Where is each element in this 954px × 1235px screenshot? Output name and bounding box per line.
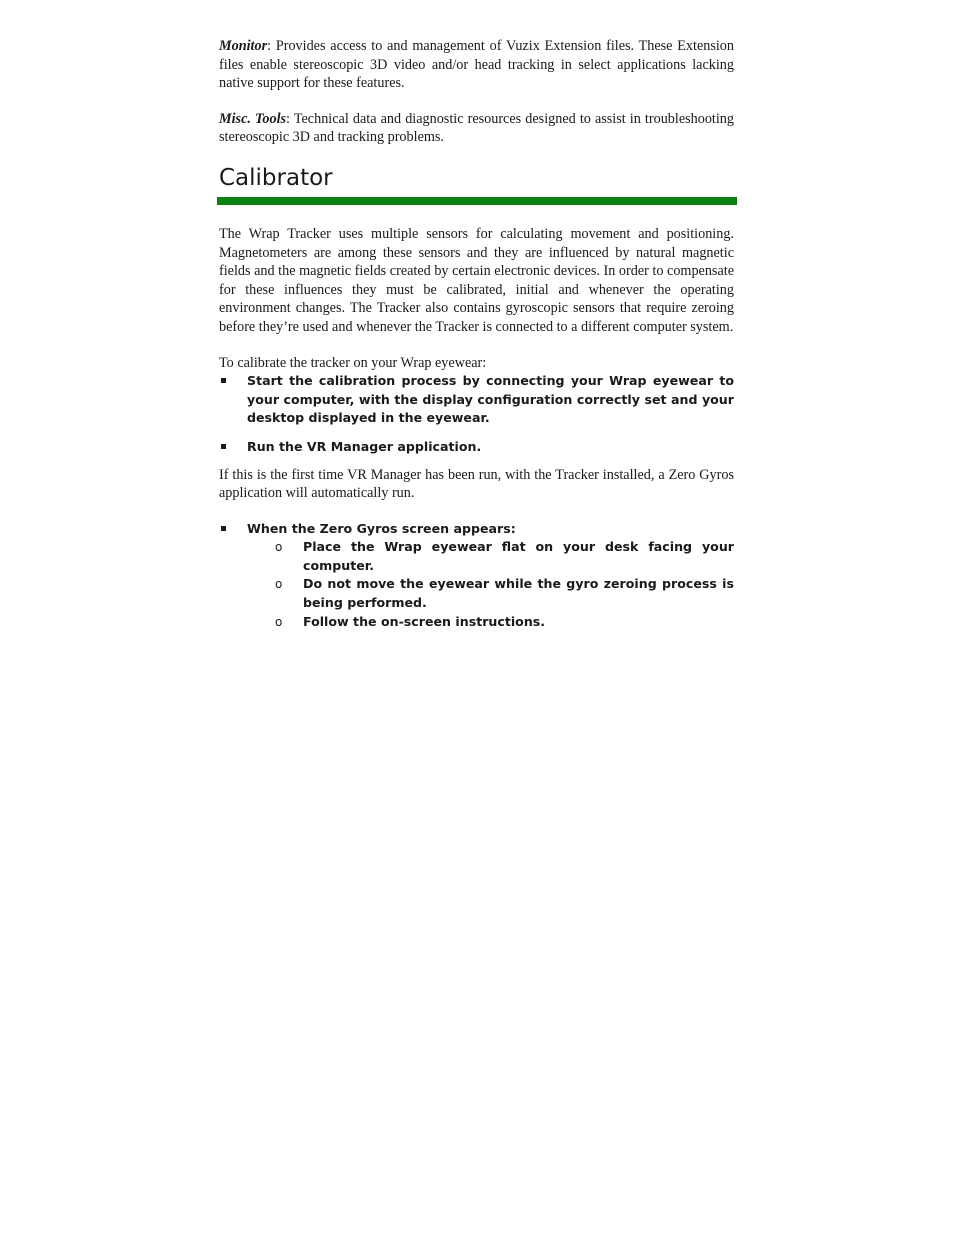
calibrator-heading: Calibrator (219, 164, 333, 191)
substep-text: Do not move the eyewear while the gyro zeroing process is being performed. (303, 576, 734, 611)
step-run-vr-manager (219, 438, 734, 457)
circle-bullet-icon: o (275, 577, 283, 592)
step-text: Start the calibration process by connecting your Wrap eyewear to your computer, with the display configuration correctly set and your desktop displayed in the eyewear. (247, 373, 734, 426)
first-time-note: If this is the first time VR Manager has been run, with the Tracker installed, a Zero Gyros application will automatically run. (219, 466, 734, 502)
section-divider (217, 197, 737, 205)
circle-bullet-icon: o (275, 540, 283, 555)
monitor-text: : Provides access to and management of Vuzix Extension files. These Extension files enable stereoscopic 3D video and/or head tracking in select applications lacking native support for these features. (219, 38, 734, 92)
calibration-lead: To calibrate the tracker on your Wrap eyewear: (219, 354, 487, 371)
zero-gyros-steps (219, 520, 734, 632)
square-bullet-icon (221, 444, 226, 449)
square-bullet-icon (221, 526, 226, 531)
zero-gyros-substeps (247, 538, 734, 631)
substep-place-flat (219, 538, 734, 575)
calibration-steps (219, 372, 734, 456)
step-text: Run the VR Manager application. (247, 438, 482, 454)
calibrator-intro: The Wrap Tracker uses multiple sensors for calculating movement and positioning. Magnetometers are among these sensors and they are influenced by natural magnetic fields and the magnetic fields created by certain electronic devices. In order to compensate for these influences they must be calibrated, initial and whenever the operating environment changes. The Tracker also contains gyroscopic sensors that require zeroing before they’re used and whenever the Tracker is connected to a different computer system. (219, 225, 734, 335)
misc-tools-description (219, 110, 734, 147)
substep-follow-instructions (219, 613, 734, 632)
monitor-description (219, 37, 734, 93)
step-zero-gyros (219, 520, 734, 632)
step-connect-eyewear (219, 372, 734, 428)
misc-tools-term: Misc. Tools (219, 110, 287, 127)
document-page (219, 36, 734, 631)
step-text: When the Zero Gyros screen appears: (247, 520, 516, 536)
misc-tools-text: : Technical data and diagnostic resources designed to assist in troubleshooting stereoscopic 3D and tracking problems. (219, 110, 734, 146)
substep-text: Follow the on-screen instructions. (303, 613, 546, 629)
substep-do-not-move (219, 575, 734, 612)
substep-text: Place the Wrap eyewear flat on your desk facing your computer. (303, 539, 734, 573)
circle-bullet-icon: o (275, 614, 283, 629)
square-bullet-icon (221, 378, 226, 383)
monitor-term: Monitor (219, 38, 268, 54)
